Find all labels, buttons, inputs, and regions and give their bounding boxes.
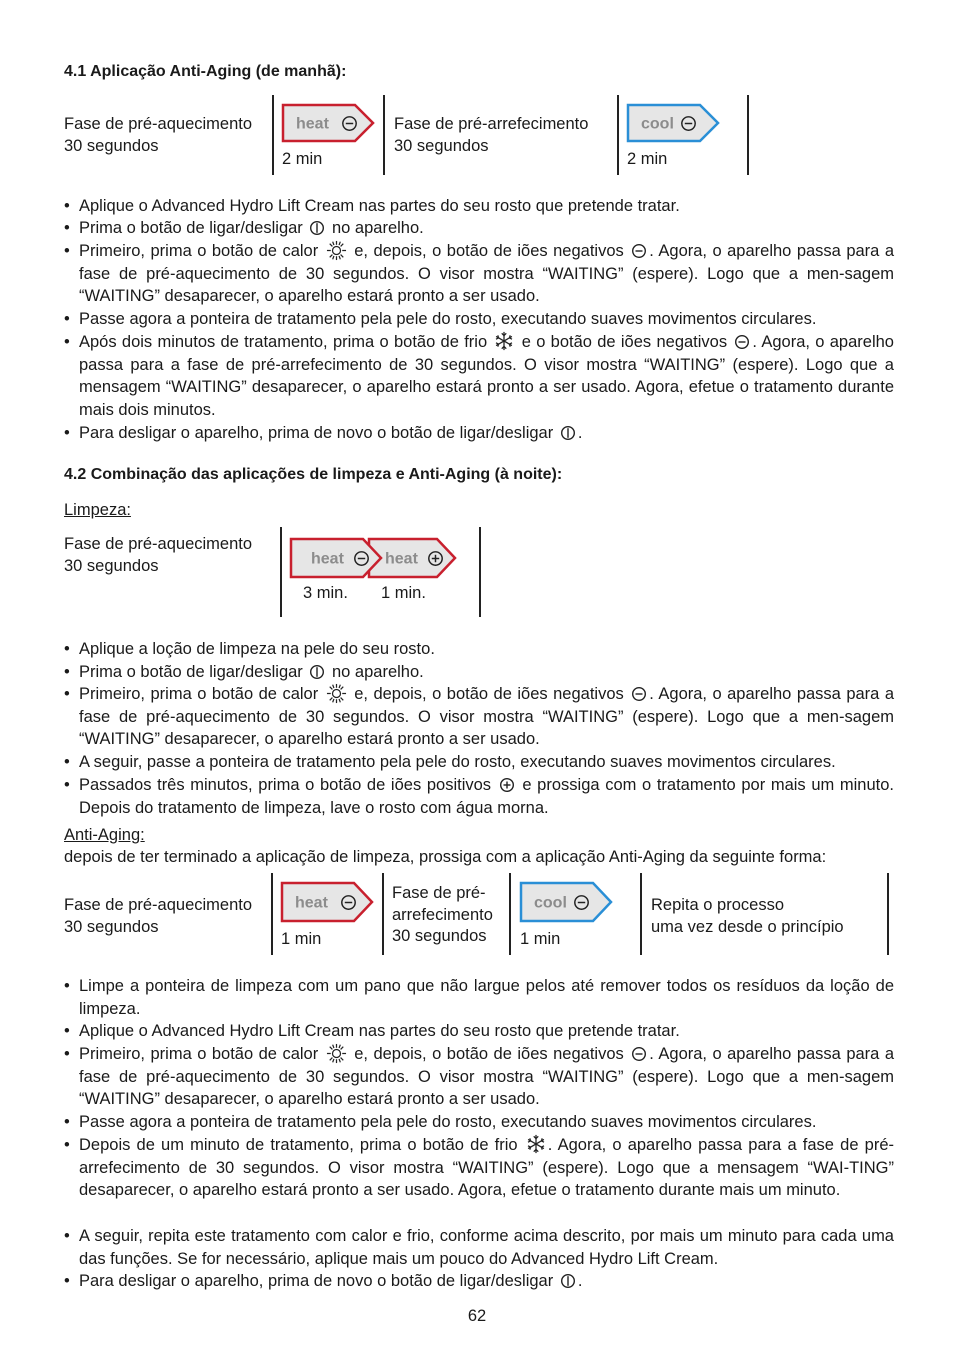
column-divider bbox=[280, 527, 282, 617]
power-icon bbox=[560, 425, 576, 441]
heat-label: heat bbox=[311, 550, 344, 568]
text-span: Depois de um minuto de tratamento, prima o botão de frio bbox=[79, 1136, 518, 1154]
phase-precool-label bbox=[392, 883, 493, 948]
list-item: • Prima o botão de ligar/desligar no aparelho. bbox=[64, 219, 424, 237]
column-divider bbox=[887, 873, 889, 955]
heat-sun-icon bbox=[326, 240, 347, 261]
list-item: • Passe agora a ponteira de tratamento pela pele do rosto, executando suaves movimentos circulares. bbox=[64, 308, 894, 331]
phase-text-line: Fase de pré-aquecimento bbox=[64, 535, 253, 553]
text-span: Para desligar o aparelho, prima de novo o botão de ligar/desligar bbox=[79, 424, 554, 442]
text-span: . Agora, o aparelho passa para a fase de pré-aquecimento de 30 segundos. O visor mostra “WAITING” (espere). Logo que a men-sagem “WAITING” desaparecer, o aparelho estará pronto a ser usado. bbox=[79, 685, 894, 749]
list-item: • A seguir, passe a ponteira de tratamento pela pele do rosto, executando suaves movimentos circulares. bbox=[64, 751, 894, 774]
text-span: e prossiga com o tratamento por mais um minuto. Depois do tratamento de limpeza, lave o rosto com água morna. bbox=[79, 776, 895, 817]
minus-icon bbox=[631, 1046, 647, 1062]
text-span: no aparelho. bbox=[331, 219, 424, 237]
phase-precool-label bbox=[394, 113, 588, 157]
minus-icon bbox=[631, 686, 647, 702]
text-span: . bbox=[577, 1272, 583, 1290]
cool-label: cool bbox=[641, 115, 674, 133]
power-icon bbox=[309, 220, 325, 236]
duration-label: 3 min. bbox=[303, 584, 348, 602]
text-span: . Agora, o aparelho passa para a fase de pré-aquecimento de 30 segundos. O visor mostra “WAITING” (espere). Logo que a men-sagem “WAITING” desaparecer, o aparelho estará pronto a ser usado. bbox=[79, 1045, 894, 1109]
heat-label: heat bbox=[385, 550, 418, 568]
list-item-text: Aplique a loção de limpeza na pele do seu rosto. bbox=[79, 640, 435, 658]
minus-icon bbox=[734, 334, 750, 350]
text-span: Para desligar o aparelho, prima de novo o botão de ligar/desligar bbox=[79, 1272, 554, 1290]
section-4-2-heading: 4.2 Combinação das aplicações de limpeza e Anti-Aging (à noite): bbox=[64, 466, 563, 483]
heat-minus-badge bbox=[281, 103, 377, 143]
duration-label: 1 min bbox=[281, 930, 322, 948]
list-item: • Primeiro, prima o botão de calor e, depois, o botão de iões negativos . Agora, o aparelho passa para a fase de pré-aquecimento de 30 segundos. O visor mostra “WAITING” (espere). Logo que a men-sagem “WAITING” desaparecer, o aparelho estará pronto a ser usado. bbox=[64, 242, 894, 306]
section-4-1-heading: 4.1 Aplicação Anti-Aging (de manhã): bbox=[64, 63, 347, 80]
text-span: Passados três minutos, prima o botão de iões positivos bbox=[79, 776, 492, 794]
power-icon bbox=[560, 1273, 576, 1289]
column-divider bbox=[382, 873, 384, 955]
text-span: e, depois, o botão de iões negativos bbox=[354, 685, 624, 703]
list-item: • A seguir, repita este tratamento com calor e frio, conforme acima descrito, por mais um minuto para cada uma das funções. Se for necessário, aplique mais um pouco do Advanced Hydro Lift Cream. bbox=[64, 1225, 894, 1270]
list-item: • Passe agora a ponteira de tratamento pela pele do rosto, executando suaves movimentos circulares. bbox=[64, 1111, 894, 1134]
text-span: Primeiro, prima o botão de calor bbox=[79, 242, 319, 260]
phase-preheat-label bbox=[64, 113, 252, 157]
phase-duration: 30 segundos bbox=[392, 927, 487, 945]
text-span: . Agora, o aparelho passa para a fase de pré-arrefecimento de 30 segundos. O visor mostra “WAITING” (espere). Logo que a mensagem “WAITING” desaparecer, o aparelho estará pronto a ser usado. Agora, efetue o tratamento durante mais dois minutos. bbox=[79, 333, 894, 420]
duration-label: 1 min. bbox=[381, 584, 426, 602]
list-item: • Aplique o Advanced Hydro Lift Cream nas partes do seu rosto que pretende tratar. bbox=[64, 1020, 894, 1043]
antiaging-label: Anti-Aging: bbox=[64, 826, 145, 844]
list-item-text: Aplique o Advanced Hydro Lift Cream nas partes do seu rosto que pretende tratar. bbox=[79, 197, 680, 215]
text-span: no aparelho. bbox=[331, 663, 424, 681]
cool-label: cool bbox=[534, 894, 567, 912]
duration-label: 2 min bbox=[282, 150, 323, 168]
column-divider bbox=[617, 95, 619, 175]
page-number: 62 bbox=[467, 1307, 487, 1325]
repeat-text-line: Repita o processo bbox=[651, 896, 784, 914]
phase-duration: 30 segundos bbox=[64, 557, 159, 575]
list-item-text: A seguir, passe a ponteira de tratamento pela pele do rosto, executando suaves movimentos circulares. bbox=[79, 753, 836, 771]
text-span: e, depois, o botão de iões negativos bbox=[354, 1045, 624, 1063]
list-item-text: Passe agora a ponteira de tratamento pela pele do rosto, executando suaves movimentos circulares. bbox=[79, 1113, 817, 1131]
column-divider bbox=[747, 95, 749, 175]
duration-label: 2 min bbox=[627, 150, 668, 168]
duration-label: 1 min bbox=[520, 930, 561, 948]
phase-text-line: arrefecimento bbox=[392, 905, 493, 924]
heat-label: heat bbox=[296, 115, 329, 133]
list-item-text: A seguir, repita este tratamento com calor e frio, conforme acima descrito, por mais um minuto para cada uma das funções. Se for necessário, aplique mais um pouco do Advanced Hydro Lift Cream. bbox=[79, 1227, 894, 1268]
column-divider bbox=[271, 873, 273, 955]
heat-sun-icon bbox=[326, 1043, 347, 1064]
column-divider bbox=[640, 873, 642, 955]
text-span: Prima o botão de ligar/desligar bbox=[79, 663, 303, 681]
minus-icon bbox=[631, 243, 647, 259]
text-span: Após dois minutos de tratamento, prima o botão de frio bbox=[79, 333, 488, 351]
cold-snowflake-icon bbox=[494, 331, 514, 351]
text-span: . bbox=[577, 424, 583, 442]
list-item: • Primeiro, prima o botão de calor e, depois, o botão de iões negativos . Agora, o aparelho passa para a fase de pré-aquecimento de 30 segundos. O visor mostra “WAITING” (espere). Logo que a men-sagem “WAITING” desaparecer, o aparelho estará pronto a ser usado. bbox=[64, 1045, 894, 1109]
list-item-text: Passe agora a ponteira de tratamento pela pele do rosto, executando suaves movimentos circulares. bbox=[79, 310, 817, 328]
text-span: . Agora, o aparelho passa para a fase de pré-aquecimento de 30 segundos. O visor mostra “WAITING” (espere). Logo que a men-sagem “WAITING” desaparecer, o aparelho estará pronto a ser usado. bbox=[79, 242, 894, 306]
cold-snowflake-icon bbox=[526, 1134, 546, 1154]
heat-sun-icon bbox=[326, 683, 347, 704]
power-icon bbox=[309, 664, 325, 680]
text-span: e o botão de iões negativos bbox=[521, 333, 728, 351]
cool-minus-badge bbox=[519, 881, 615, 923]
antiaging-intro: depois de ter terminado a aplicação de limpeza, prossiga com a aplicação Anti-Aging da seguinte forma: bbox=[64, 848, 827, 866]
text-span: Prima o botão de ligar/desligar bbox=[79, 219, 303, 237]
column-divider bbox=[479, 527, 481, 617]
list-item: • Aplique a loção de limpeza na pele do seu rosto. bbox=[64, 638, 894, 661]
text-span: . Agora, o aparelho passa para a fase de pré-arrefecimento de 30 segundos. O visor mostra “WAITING” (espere). Logo que a mensagem “WAI-TING” desaparecer, o aparelho estará pronto a ser usado. Agora, efetue o tratamento durante mais um minuto. bbox=[79, 1136, 894, 1200]
heat-label: heat bbox=[295, 894, 328, 912]
cool-minus-badge bbox=[626, 103, 722, 143]
list-item-text: Limpe a ponteira de limpeza com um pano que não largue pelos até remover todos os resíduos da loção de limpeza. bbox=[79, 977, 894, 1018]
plus-icon bbox=[499, 777, 515, 793]
list-item: • Depois de um minuto de tratamento, prima o botão de frio . Agora, o aparelho passa para a fase de pré-arrefecimento de 30 segundos. O visor mostra “WAITING” (espere). Logo que a mensagem “WAI-TING” desaparecer, o aparelho estará pronto a ser usado. Agora, efetue o tratamento durante mais um minuto. bbox=[64, 1136, 894, 1200]
phase-text-line: Fase de pré- bbox=[392, 884, 486, 902]
phase-text-line: Fase de pré-aquecimento bbox=[64, 115, 253, 133]
list-item: • Aplique o Advanced Hydro Lift Cream nas partes do seu rosto que pretende tratar. bbox=[64, 195, 894, 218]
repeat-instruction bbox=[651, 894, 844, 938]
text-span: Primeiro, prima o botão de calor bbox=[79, 685, 319, 703]
heat-minus-plus-badge bbox=[289, 537, 459, 579]
column-divider bbox=[509, 873, 511, 955]
text-span: Primeiro, prima o botão de calor bbox=[79, 1045, 319, 1063]
column-divider bbox=[383, 95, 385, 175]
list-item: • Para desligar o aparelho, prima de novo o botão de ligar/desligar . bbox=[64, 1272, 583, 1290]
repeat-text-line: uma vez desde o princípio bbox=[651, 918, 844, 936]
phase-preheat-label bbox=[64, 894, 252, 938]
limpeza-label: Limpeza: bbox=[64, 501, 131, 519]
phase-duration: 30 segundos bbox=[394, 137, 489, 155]
phase-text-line: Fase de pré-arrefecimento bbox=[394, 115, 589, 133]
phase-preheat-label bbox=[64, 533, 252, 577]
list-item: • Para desligar o aparelho, prima de novo o botão de ligar/desligar . bbox=[64, 424, 583, 442]
list-item: • Limpe a ponteira de limpeza com um pano que não largue pelos até remover todos os resíduos da loção de limpeza. bbox=[64, 975, 894, 1020]
column-divider bbox=[272, 95, 274, 175]
list-item: • Passados três minutos, prima o botão de iões positivos e prossiga com o tratamento por mais um minuto. Depois do tratamento de limpeza, lave o rosto com água morna. bbox=[64, 776, 895, 817]
list-item-text: Aplique o Advanced Hydro Lift Cream nas partes do seu rosto que pretende tratar. bbox=[79, 1022, 680, 1040]
text-span: e, depois, o botão de iões negativos bbox=[354, 242, 624, 260]
phase-text-line: Fase de pré-aquecimento bbox=[64, 896, 253, 914]
phase-duration: 30 segundos bbox=[64, 137, 159, 155]
phase-duration: 30 segundos bbox=[64, 918, 159, 936]
list-item: • Após dois minutos de tratamento, prima o botão de frio e o botão de iões negativos . Agora, o aparelho passa para a fase de pré-arrefecimento de 30 segundos. O visor mostra “WAITING” (espere). Logo que a mensagem “WAITING” desaparecer, o aparelho estará pronto a ser usado. Agora, efetue o tratamento durante mais dois minutos. bbox=[64, 333, 894, 420]
list-item: • Primeiro, prima o botão de calor e, depois, o botão de iões negativos . Agora, o aparelho passa para a fase de pré-aquecimento de 30 segundos. O visor mostra “WAITING” (espere). Logo que a men-sagem “WAITING” desaparecer, o aparelho estará pronto a ser usado. bbox=[64, 685, 894, 749]
heat-minus-badge bbox=[280, 881, 376, 923]
list-item: • Prima o botão de ligar/desligar no aparelho. bbox=[64, 663, 424, 681]
